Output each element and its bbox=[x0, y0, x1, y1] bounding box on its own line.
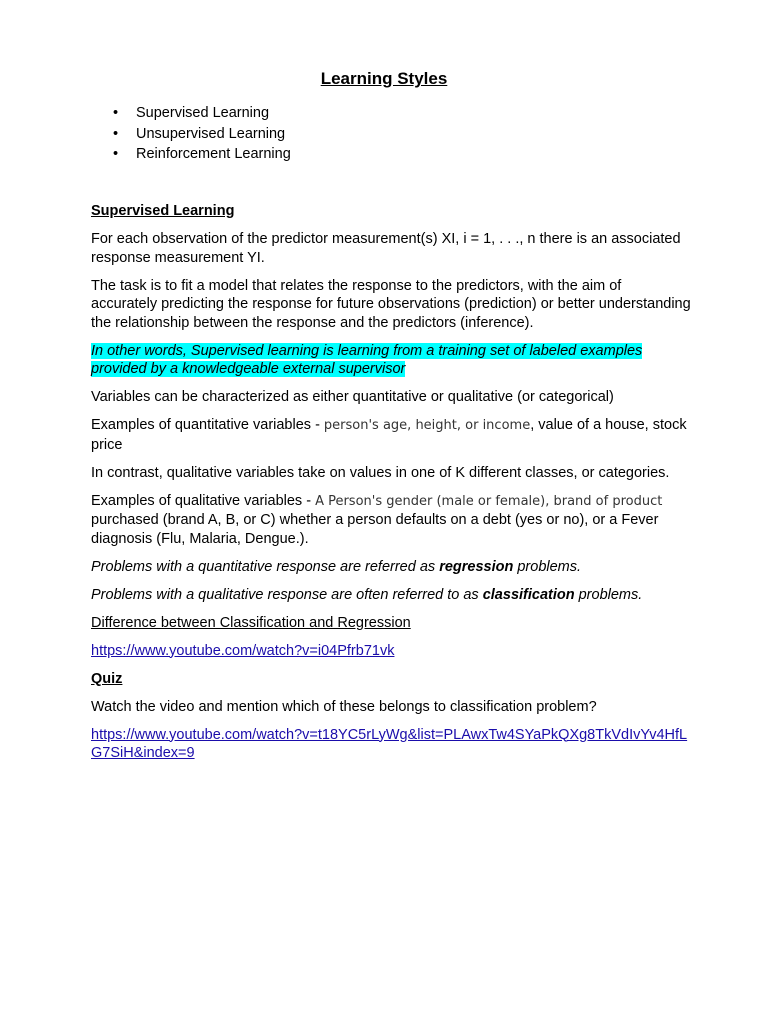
list-item bbox=[113, 103, 291, 124]
bullet-icon: • bbox=[113, 125, 119, 142]
list-item-label: Reinforcement Learning bbox=[136, 146, 291, 162]
paragraph-variables: Variables can be characterized as either quantitative or qualitative (or categorical) bbox=[91, 389, 614, 405]
list-item-label: Unsupervised Learning bbox=[136, 125, 286, 142]
qual-prefix: Examples of qualitative variables - bbox=[91, 492, 316, 509]
section-heading: Supervised Learning bbox=[91, 203, 235, 219]
regression-term: regression bbox=[439, 558, 514, 575]
paragraph-classification bbox=[91, 586, 691, 605]
quant-examples: person's age, height, or income bbox=[323, 418, 531, 433]
learning-styles-list bbox=[113, 103, 291, 165]
classification-term: classification bbox=[482, 586, 575, 603]
paragraph-predictor: For each observation of the predictor measurement(s) XI, i = 1, . . ., n there is an associated response measurement YI. bbox=[91, 231, 681, 266]
quiz-heading: Quiz bbox=[91, 670, 123, 687]
youtube-link-quiz[interactable]: https://www.youtube.com/watch?v=t18YC5rLyWg&list=PLAwxTw4SYaPkQXg8TkVdIvYv4HfLG7SiH&index=9 bbox=[91, 726, 688, 761]
paragraph-link1 bbox=[91, 642, 691, 661]
classification-prefix: Problems with a qualitative response are often referred to as bbox=[91, 586, 483, 603]
list-item bbox=[113, 144, 291, 165]
quiz-question: Watch the video and mention which of these belongs to classification problem? bbox=[91, 698, 597, 715]
paragraph-link2 bbox=[91, 726, 691, 763]
supervised-section bbox=[91, 202, 691, 772]
regression-prefix: Problems with a quantitative response are referred as bbox=[91, 558, 440, 575]
difference-heading: Difference between Classification and Regression bbox=[91, 614, 411, 631]
page-title: Learning Styles bbox=[320, 69, 448, 88]
paragraph-quantitative bbox=[91, 416, 691, 454]
classification-suffix: problems. bbox=[574, 586, 643, 603]
bullet-icon: • bbox=[113, 105, 119, 121]
paragraph-contrast: In contrast, qualitative variables take on values in one of K different classes, or categories. bbox=[91, 464, 670, 481]
regression-suffix: problems. bbox=[513, 558, 582, 575]
paragraph-qualitative bbox=[91, 492, 691, 549]
paragraph-regression bbox=[91, 558, 691, 577]
highlighted-definition: In other words, Supervised learning is learning from a training set of labeled examples provided by a knowledgeable external supervisor bbox=[91, 342, 643, 377]
list-item bbox=[113, 124, 291, 145]
qual-suffix: purchased (brand A, B, or C) whether a person defaults on a debt (yes or no), or a Fever diagnosis (Flu, Malaria, Dengue.). bbox=[91, 512, 659, 547]
quant-prefix: Examples of quantitative variables - bbox=[91, 417, 324, 433]
qual-examples: A Person's gender (male or female), brand of product bbox=[315, 493, 663, 509]
youtube-link-difference[interactable]: https://www.youtube.com/watch?v=i04Pfrb71vk bbox=[91, 642, 395, 659]
bullet-icon: • bbox=[113, 146, 119, 162]
paragraph-task: The task is to fit a model that relates the response to the predictors, with the aim of accurately predicting the response for future observations (prediction) or better understanding the relationship between the response and the predictors (inference). bbox=[91, 277, 691, 331]
list-item-label: Supervised Learning bbox=[136, 105, 270, 121]
quant-suffix: , value of a house, stock price bbox=[91, 417, 687, 453]
paragraph-definition bbox=[91, 342, 691, 379]
